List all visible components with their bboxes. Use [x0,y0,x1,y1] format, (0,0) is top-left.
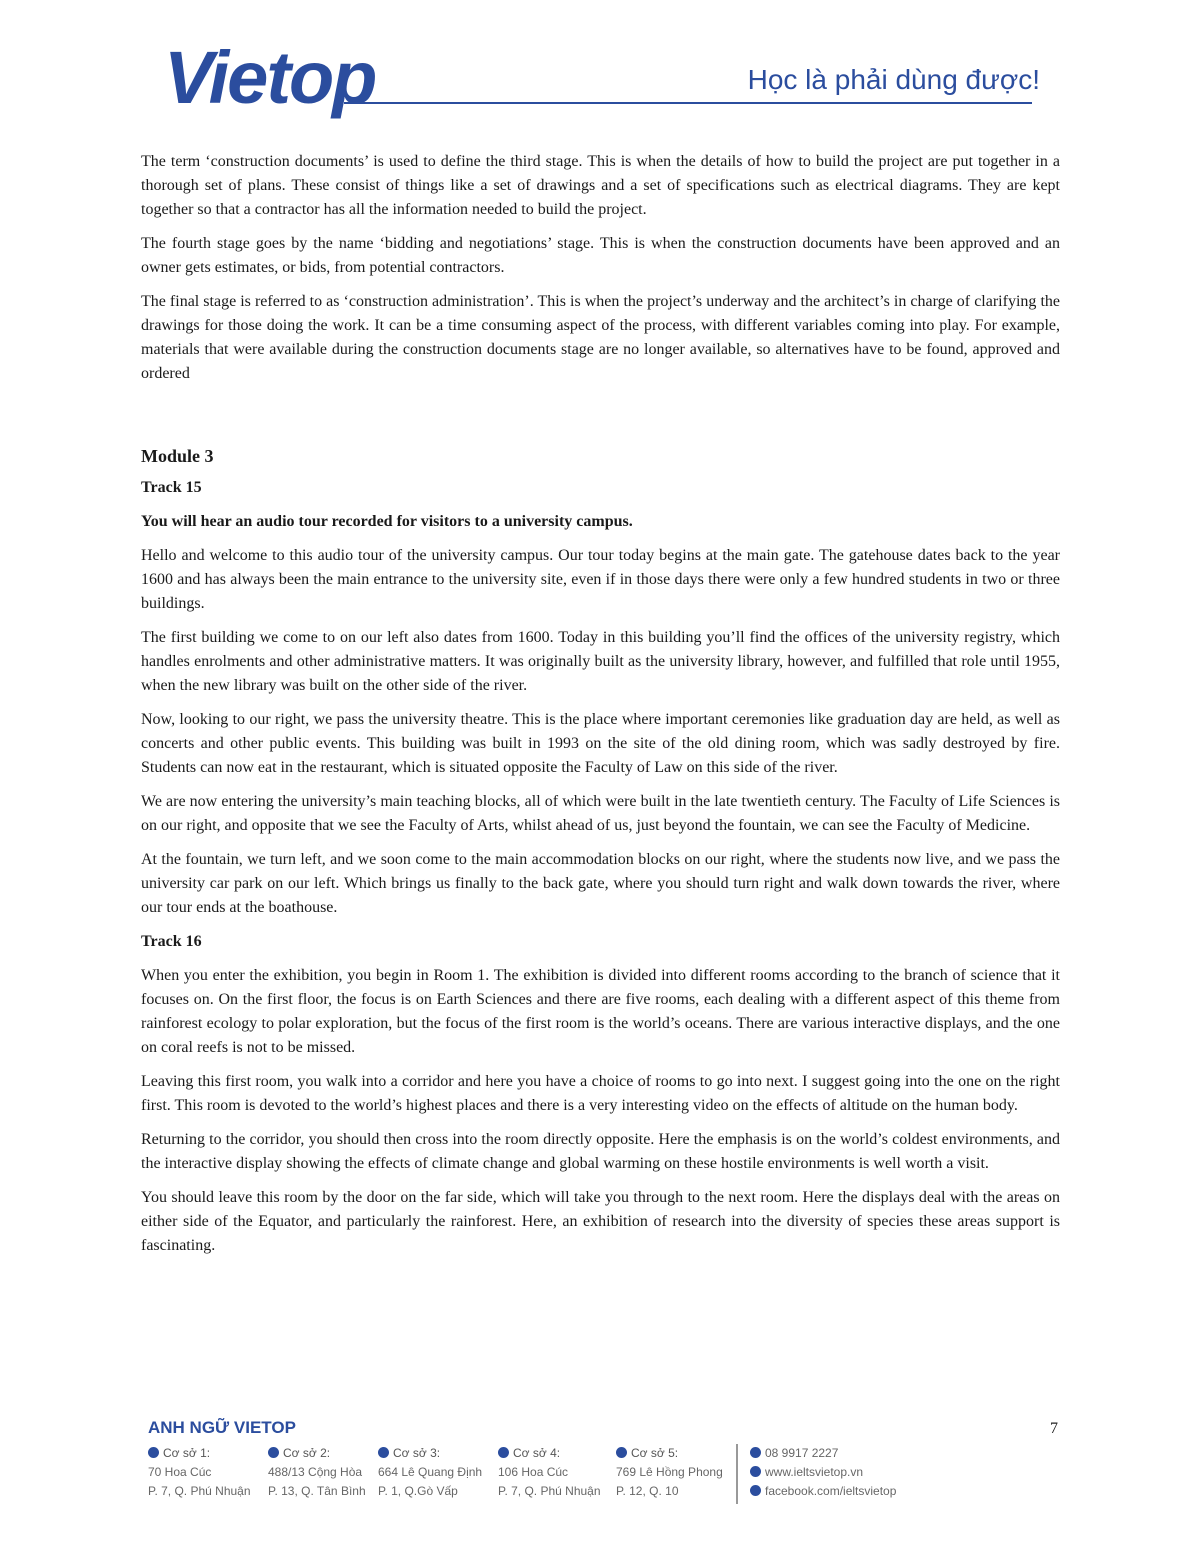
globe-icon [750,1466,761,1477]
vietop-logo: Vietop [164,36,376,119]
paragraph: The term ‘construction documents’ is used to define the third stage. This is when the details of how to build the project are put together in a thorough set of plans. These consist of things like a set of drawings and a set of specifications such as electrical diagrams. They are kept together so that a contractor has all the information needed to build the project. [141,153,1060,218]
branch-5 [616,1444,723,1501]
paragraph: The fourth stage goes by the name ‘bidding and negotiations’ stage. This is when the construction documents have been approved and an owner gets estimates, or bids, from potential contractors. [141,235,1060,276]
branch-district: P. 1, Q.Gò Vấp [378,1484,458,1498]
branch-district: P. 7, Q. Phú Nhuận [148,1484,251,1498]
branch-district: P. 13, Q. Tân Bình [268,1484,366,1498]
module-heading: Module 3 [141,446,214,466]
branch-address: 769 Lê Hồng Phong [616,1465,723,1479]
branch-1 [148,1444,251,1501]
footer-contacts [750,1444,896,1501]
paragraph: At the fountain, we turn left, and we soon come to the main accommodation blocks on our right, where the students now live, and we pass the university car park on our left. Which brings us finally to the back gate, where you should turn right and walk down towards the river, where our tour ends at the boathouse. [141,851,1060,916]
page-footer [148,1418,1068,1528]
footer-website[interactable]: www.ieltsvietop.vn [765,1465,864,1479]
branch-2 [268,1444,366,1501]
branch-district: P. 12, Q. 10 [616,1484,679,1498]
footer-brand: ANH NGỮ VIETOP [148,1418,296,1437]
paragraph: Returning to the corridor, you should then cross into the room directly opposite. Here the emphasis is on the world’s coldest environments, and the interactive display showing the effects of climate change and global warming on these hostile environments is well worth a visit. [141,1131,1060,1172]
branch-address: 488/13 Cộng Hòa [268,1465,363,1479]
branch-3 [378,1444,482,1501]
track-heading: Track 15 [141,479,202,496]
footer-divider [736,1444,738,1504]
header-rule [344,102,1032,104]
branch-address: 106 Hoa Cúc [498,1465,569,1479]
branch-name: Cơ sở 4: [513,1446,561,1460]
track-heading: Track 16 [141,933,202,950]
location-pin-icon [148,1447,159,1458]
page-number: 7 [1050,1420,1058,1437]
location-pin-icon [616,1447,627,1458]
footer-facebook[interactable]: facebook.com/ieltsvietop [765,1484,897,1498]
track-intro: You will hear an audio tour recorded for visitors to a university campus. [141,513,633,530]
paragraph: When you enter the exhibition, you begin in Room 1. The exhibition is divided into different rooms according to the branch of science that it focuses on. On the first floor, the focus is on Earth Sciences and there are five rooms, each dealing with a different aspect of this theme from rainforest ecology to polar exploration, but the focus of the first room is the world’s oceans. There are various interactive displays, and the one on coral reefs is not to be missed. [141,967,1060,1056]
branch-name: Cơ sở 1: [163,1446,211,1460]
branch-address: 70 Hoa Cúc [148,1465,212,1479]
footer-phone: 08 9917 2227 [765,1446,839,1460]
paragraph: We are now entering the university’s main teaching blocks, all of which were built in the late twentieth century. The Faculty of Life Sciences is on our right, and opposite that we see the Faculty of Arts, whilst ahead of us, just beyond the fountain, we can see the Faculty of Medicine. [141,793,1060,834]
location-pin-icon [378,1447,389,1458]
paragraph: The final stage is referred to as ‘construction administration’. This is when the project’s underway and the architect’s in charge of clarifying the drawings for those doing the work. It can be a time consuming aspect of the process, with different variables coming into play. For example, materials that were available during the construction documents stage are no longer available, so alternatives have to be found, approved and ordered [141,293,1060,382]
page-content [141,150,1060,1268]
header-slogan: Học là phải dùng được! [747,64,1040,95]
paragraph: Hello and welcome to this audio tour of the university campus. Our tour today begins at the main gate. The gatehouse dates back to the year 1600 and has always been the main entrance to the university site, even if in those days there were only a few hundred students in two or three buildings. [141,547,1060,612]
paragraph: The first building we come to on our left also dates from 1600. Today in this building you’ll find the offices of the university registry, which handles enrolments and other administrative matters. It was originally built as the university library, however, and fulfilled that role until 1955, when the new library was built on the other side of the river. [141,629,1060,694]
paragraph: Now, looking to our right, we pass the university theatre. This is the place where important ceremonies like graduation day are held, as well as concerts and other public events. This building was built in 1993 on the site of the old dining room, which was sadly destroyed by fire. Students can now eat in the restaurant, which is situated opposite the Faculty of Law on this side of the river. [141,711,1060,776]
branch-name: Cơ sở 3: [393,1446,441,1460]
paragraph: You should leave this room by the door on the far side, which will take you through to the next room. Here the displays deal with the areas on either side of the Equator, and particularly the rainforest. Here, an exhibition of research into the diversity of species these areas support is fascinating. [141,1189,1060,1254]
branch-name: Cơ sở 5: [631,1446,679,1460]
location-pin-icon [268,1447,279,1458]
branch-district: P. 7, Q. Phú Nhuận [498,1484,601,1498]
branch-address: 664 Lê Quang Định [378,1465,483,1479]
paragraph: Leaving this first room, you walk into a corridor and here you have a choice of rooms to go into next. I suggest going into the one on the right first. This room is devoted to the world’s highest places and there is a very interesting video on the effects of altitude on the human body. [141,1073,1060,1114]
branch-4 [498,1444,601,1501]
location-pin-icon [498,1447,509,1458]
page-header [150,30,1050,125]
facebook-icon [750,1485,761,1496]
branch-name: Cơ sở 2: [283,1446,331,1460]
phone-icon [750,1447,761,1458]
